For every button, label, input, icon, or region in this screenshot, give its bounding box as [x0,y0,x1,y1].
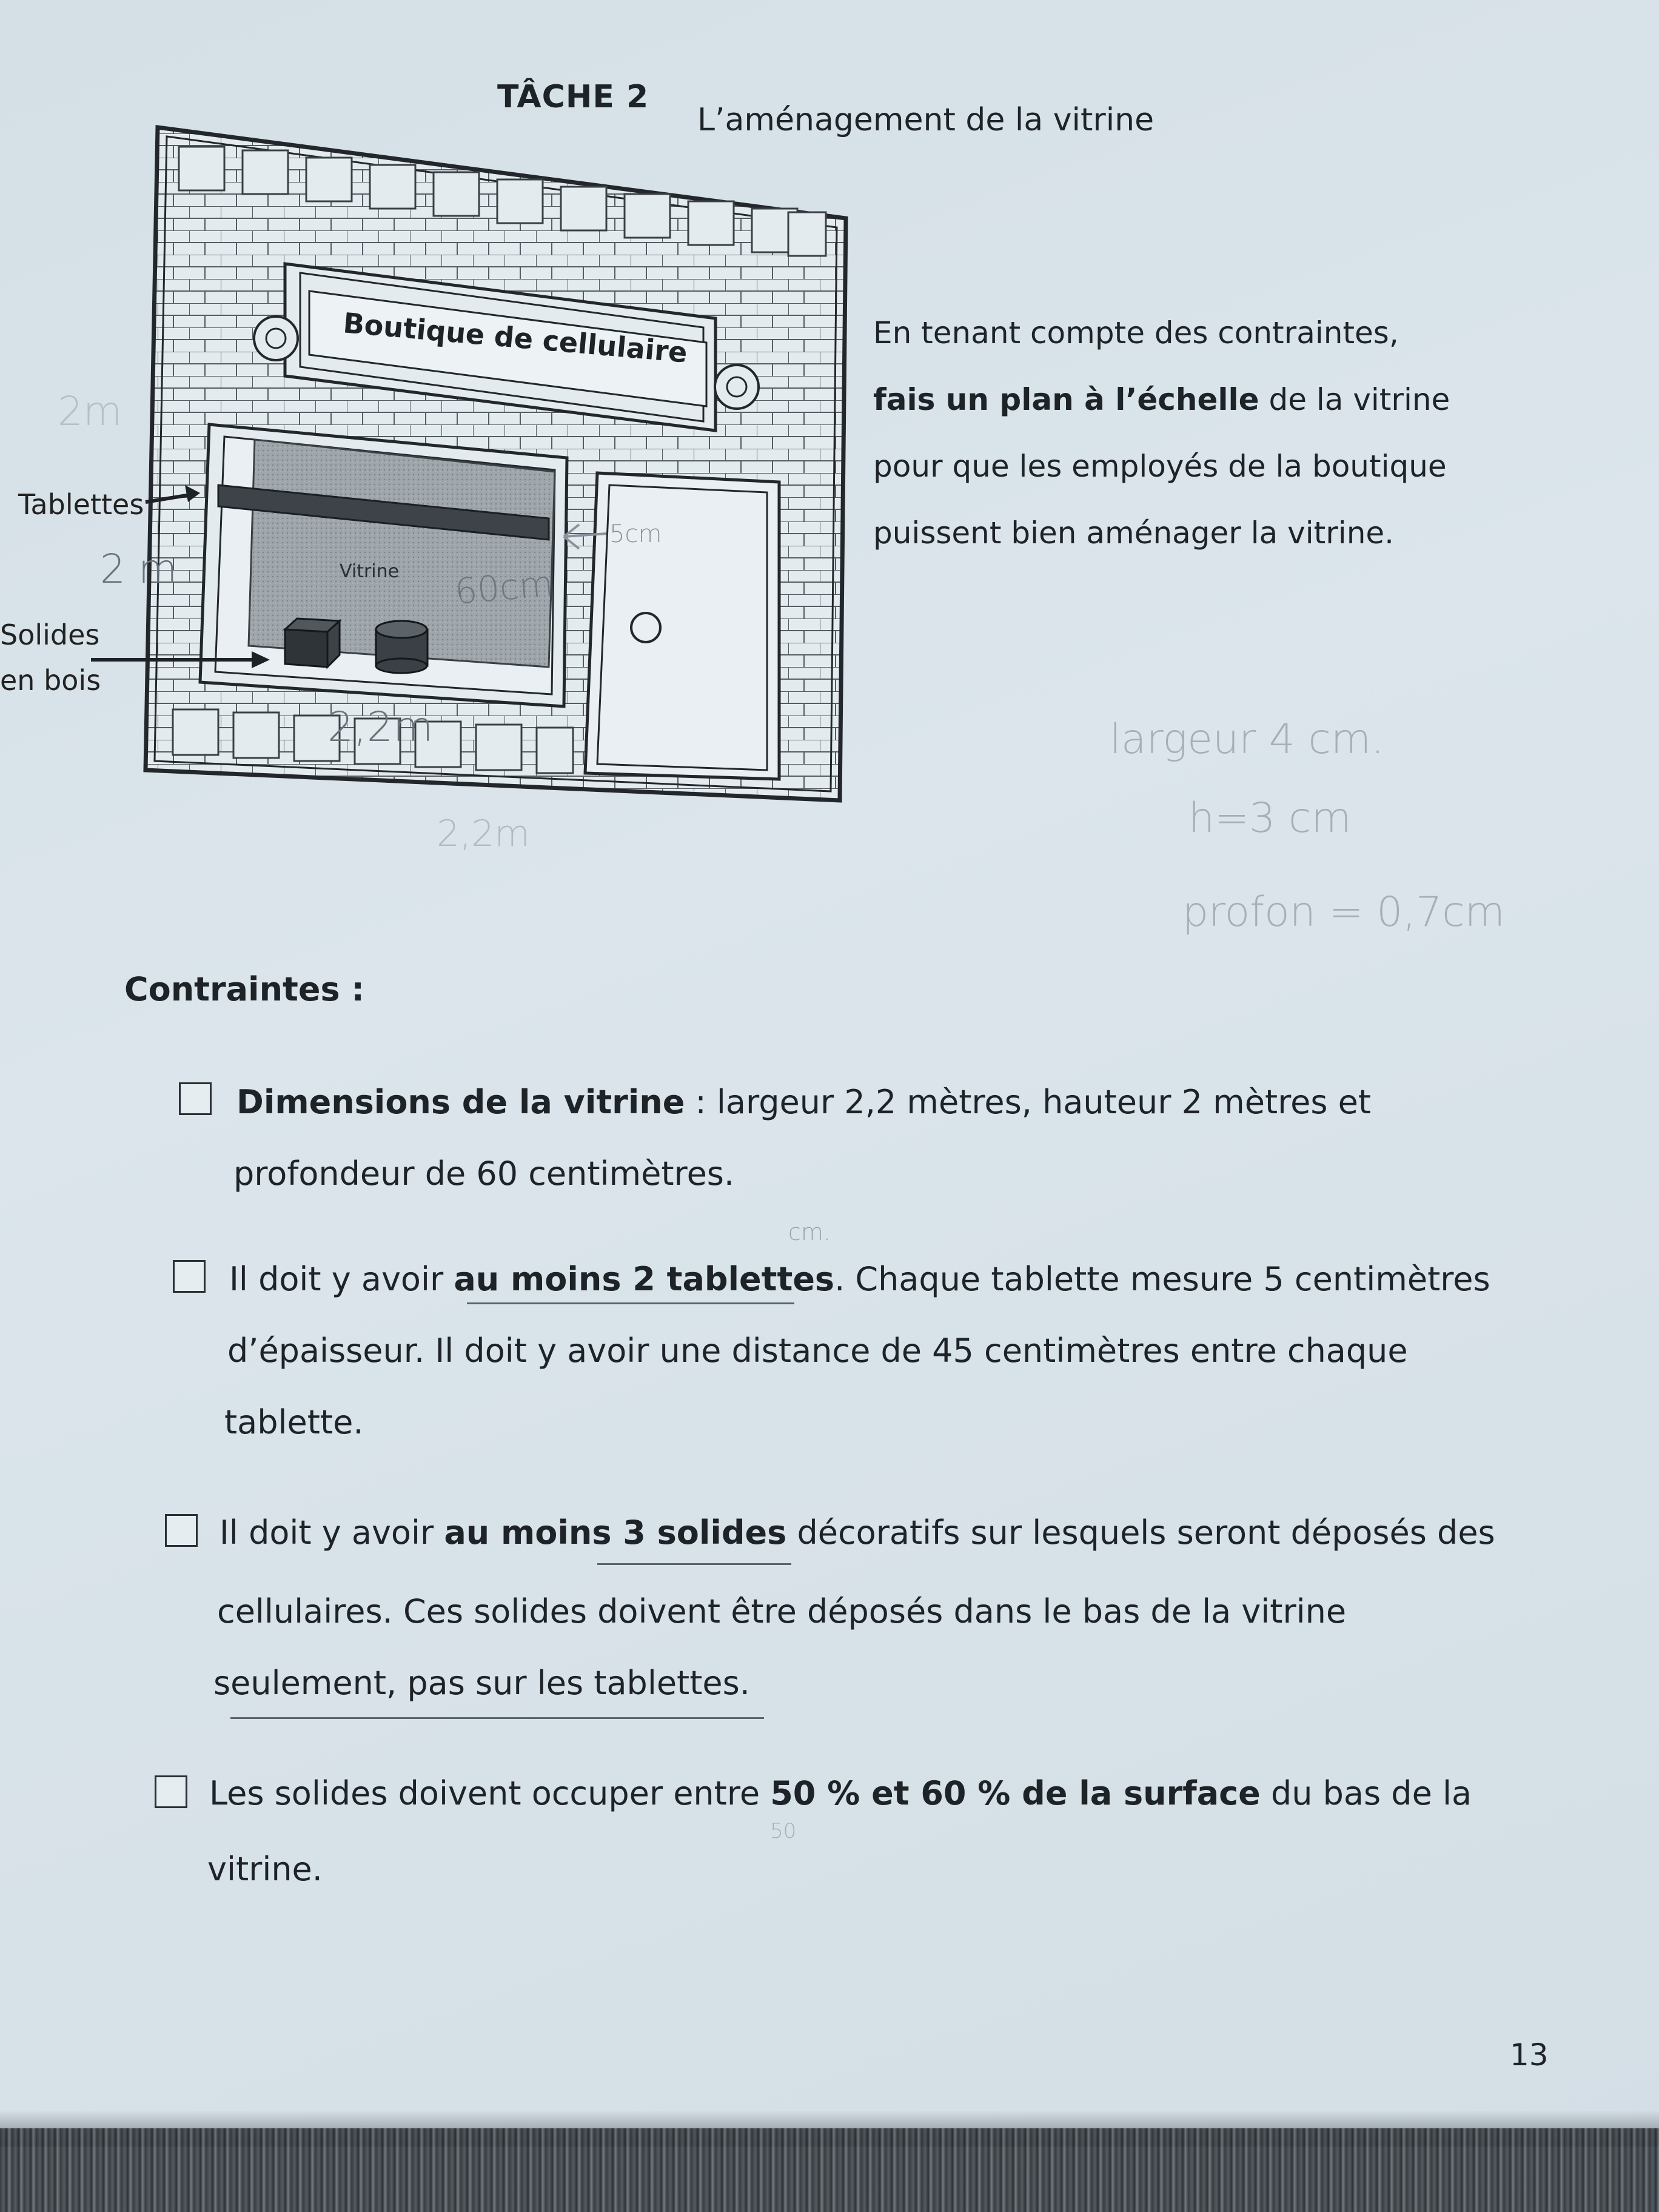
constraint-4-bold: 50 % et 60 % de la surface [770,1774,1261,1812]
hand-cm-note: cm. [788,1219,831,1245]
hand-profondeur: profon = 0,7cm [1182,888,1505,936]
hand-2m-left: 2m [58,388,122,435]
constraint-3-underline-2 [230,1717,764,1719]
sign-text: Boutique de cellulaire [341,306,689,369]
constraint-2-line-2: d’épaisseur. Il doit y avoir une distance de 45 centimètres entre chaque [227,1332,1408,1370]
hand-hauteur: h=3 cm [1188,794,1352,842]
instruction-line-4: puissent bien aménager la vitrine. [873,515,1395,551]
solides-label: Solides [0,618,100,651]
constraint-1-line-2: profondeur de 60 centimètres. [233,1155,735,1193]
constraint-4-line-2: vitrine. [207,1850,323,1888]
constraint-1-line-1 [236,1067,1371,1138]
constraint-3-bold: au moins 3 solides [444,1513,787,1552]
constraint-2-line-3: tablette. [224,1403,364,1441]
vitrine-label: Vitrine [340,561,400,582]
constraint-3-text-1: décoratifs sur lesquels seront déposés des [786,1513,1495,1552]
door [585,473,779,779]
constraint-3-line-1 [220,1498,1495,1568]
constraint-3-checkbox[interactable] [165,1514,198,1547]
tablettes-label: Tablettes [18,488,144,521]
hand-60cm: 60cm [453,563,555,612]
constraint-2-bold: au moins 2 tablettes [454,1260,835,1298]
hand-22m-inside: 2,2m [327,703,434,751]
en-bois-label: en bois [0,664,101,697]
task-number: TÂCHE 2 [497,79,649,115]
constraint-3-line-3: seulement, pas sur les tablettes. [213,1664,750,1702]
instruction-line-3: pour que les employés de la boutique [873,449,1447,484]
instruction-line-2 [873,382,1450,417]
constraint-3-line-2: cellulaires. Ces solides doivent être déposés dans le bas de la vitrine [217,1592,1347,1631]
constraint-4-checkbox[interactable] [155,1775,187,1808]
constraints-heading: Contraintes : [124,970,364,1008]
constraint-2-checkbox[interactable] [173,1260,206,1293]
bottom-edge [0,2128,1659,2212]
door-knob [631,613,660,642]
hand-largeur: largeur 4 cm. [1110,716,1384,763]
hand-22m-below: 2,2m [437,813,530,855]
instruction-line-2-rest: de la vitrine [1259,382,1450,417]
constraint-4-line-1 [209,1758,1472,1829]
constraint-3-underline [597,1563,791,1565]
constraint-1-text-1: : largeur 2,2 mètres, hauteur 2 mètres et [685,1083,1372,1121]
task-title: L’aménagement de la vitrine [697,102,1155,138]
constraint-2-text-1: . Chaque tablette mesure 5 centimètres [834,1260,1490,1298]
instruction-line-1: En tenant compte des contraintes, [873,315,1399,350]
constraint-2-line-1 [229,1244,1490,1315]
page-number: 13 [1510,2037,1549,2073]
constraint-2-pre: Il doit y avoir [229,1260,454,1298]
constraint-1-bold: Dimensions de la vitrine [236,1083,685,1121]
constraint-3-pre: Il doit y avoir [220,1513,444,1552]
hand-fifty-note: 50 [770,1819,797,1843]
constraint-2-underline [467,1302,794,1304]
constraint-1-checkbox[interactable] [179,1082,212,1115]
hand-2m-mid: 2 m [100,546,178,592]
hand-5cm: 5cm [609,520,662,548]
constraint-4-pre: Les solides doivent occuper entre [209,1774,771,1812]
instruction-bold: fais un plan à l’échelle [873,382,1259,417]
constraint-4-text-1: du bas de la [1260,1774,1472,1812]
